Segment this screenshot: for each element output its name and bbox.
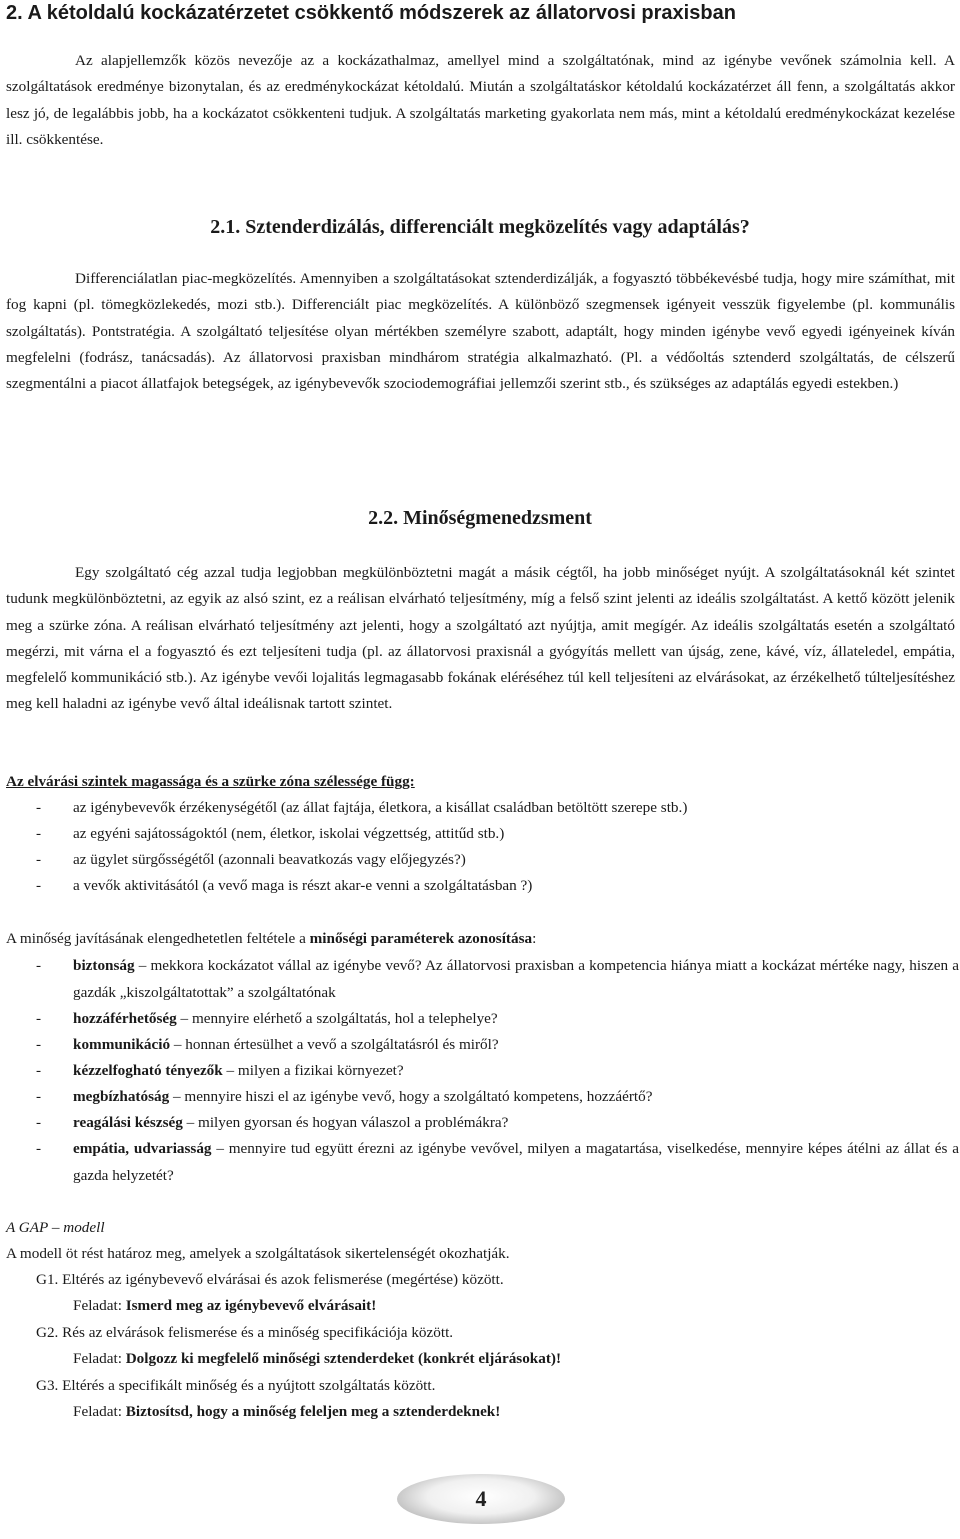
levels-heading: Az elvárási szintek magassága és a szürke zóna szélessége függ: <box>6 773 415 790</box>
list-dash: - <box>36 1088 42 1105</box>
gap-item: G1. Eltérés az igénybevevő elvárásai és azok felismerése (megértése) között. <box>36 1271 504 1288</box>
gap-title: A GAP – modell <box>6 1219 105 1236</box>
section-2-1-title: 2.1. Sztenderdizálás, differenciált megközelítés vagy adaptálás? <box>210 216 750 238</box>
list-dash: - <box>36 1140 42 1157</box>
gap-item: G3. Eltérés a specifikált minőség és a nyújtott szolgáltatás között. <box>36 1377 436 1394</box>
section-2-2-body: Egy szolgáltató cég azzal tudja legjobban megkülönböztetni magát a másik cégtől, ha jobb minőséget nyújt. A szolgáltatásoknál két szintet tudunk megkülönböztetni, az egyik az alsó szint, ez a reálisan elvárható teljesítmény, míg a felső szint jelenti az ideális szolgáltatást. A kettő között jelenik meg a szürke zóna. A reálisan elvárható teljesítmény azt jelenti, hogy a szolgáltató azt nyújtja, amit megígér. Az ideális szolgáltatás esetén a szolgáltató megérzi, mit várna el a fogyasztó és ezt teljesíteni tudja (pl. az állatorvosi praxisnál a gyógyítás mellett van újság, zene, kávé, víz, állateledel, empátia, megfelelő kommunikáció stb.). Az igénybe vevői lojalitás legmagasabb fokának eléréséhez túl kell teljesíteni az elvárásokat, az érzékelhető túlteljesítéshez meg kell haladni az igénybe vevő által ideálisnak tartott szintet. <box>6 564 955 713</box>
list-dash: - <box>36 799 42 816</box>
gap-task: Feladat: Dolgozz ki megfelelő minőségi sztenderdeket (konkrét eljárásokat)! <box>73 1350 562 1367</box>
list-dash: - <box>36 1036 42 1053</box>
gap-intro: A modell öt rést határoz meg, amelyek a szolgáltatások sikertelenségét okozhatják. <box>6 1245 510 1262</box>
levels-item: az igénybevevők érzékenységétől (az állat fajtája, életkora, a kisállat családban betöltött szerepe stb.) <box>73 799 688 816</box>
quality-item: empátia, udvariasság – mennyire tud együtt érezni az igénybe vevővel, milyen a magatartása, viselkedése, mennyire képes átélni az állat és a gazda helyzetét? <box>73 1140 959 1184</box>
intro-paragraph: Az alapjellemzők közös nevezője az a kockázathalmaz, amellyel mind a szolgáltatónak, mind az igénybe vevőnek számolnia kell. A szolgáltatások eredménye bizonytalan, és az eredménykockázat kétoldalú. Miután a szolgáltatáskor kétoldalú kockázatérzet áll fenn, a szolgáltatás akkor lesz jó, de legalábbis jobb, ha a kockázatot csökkenteni tudjuk. A szolgáltatás marketing gyakorlata nem más, mint a kétoldalú eredménykockázat kezelése ill. csökkentése. <box>6 52 955 148</box>
chapter-heading: 2. A kétoldalú kockázatérzetet csökkentő módszerek az állatorvosi praxisban <box>6 2 736 24</box>
levels-item: az egyéni sajátosságoktól (nem, életkor, iskolai végzettség, attitűd stb.) <box>73 825 505 842</box>
list-dash: - <box>36 877 42 894</box>
list-dash: - <box>36 1010 42 1027</box>
quality-item: biztonság – mekkora kockázatot vállal az igénybe vevő? Az állatorvosi praxisban a kompetencia hiánya miatt a kockázat mértéke nagy, hiszen a gazdák „kiszolgáltatottak” a szolgáltatónak <box>73 957 959 1001</box>
quality-intro: A minőség javításának elengedhetetlen feltétele a minőségi paraméterek azonosítása: <box>6 930 537 947</box>
gap-task: Feladat: Ismerd meg az igénybevevő elvárásait! <box>73 1297 377 1314</box>
quality-item: reagálási készség – milyen gyorsan és hogyan válaszol a problémákra? <box>73 1114 509 1131</box>
gap-task: Feladat: Biztosítsd, hogy a minőség feleljen meg a sztenderdeknek! <box>73 1403 501 1420</box>
section-2-2-title: 2.2. Minőségmenedzsment <box>368 507 592 529</box>
list-dash: - <box>36 825 42 842</box>
gap-item: G2. Rés az elvárások felismerése és a minőség specifikációja között. <box>36 1324 454 1341</box>
quality-item: kézzelfogható tényezők – milyen a fizikai környezet? <box>73 1062 404 1079</box>
list-dash: - <box>36 1114 42 1131</box>
list-dash: - <box>36 1062 42 1079</box>
quality-item: megbízhatóság – mennyire hiszi el az igénybe vevő, hogy a szolgáltató kompetens, hozzáértő? <box>73 1088 653 1105</box>
section-2-1-body: Differenciálatlan piac-megközelítés. Amennyiben a szolgáltatásokat sztenderdizálják, a fogyasztó többékevésbé tudja, hogy mire számíthat, mit fog kapni (pl. tömegközlekedés, mozi stb.). Differenciált piac megközelítés. A különböző szegmensek igényeit vesszük figyelembe (pl. kommunális szolgáltatás). Pontstratégia. A szolgáltató teljesítése olyan mértékben személyre szabott, adaptált, hogy minden igénybe vevő egyedi igényeinek kíván megfelelni (fodrász, tanácsadás). Az állatorvosi praxisban mindhárom stratégia alkalmazható. (Pl. a védőoltás sztenderd szolgáltatás, de célszerű szegmentálni a piacot állatfajok betegségek, az igénybevevők szociodemográfiai jellemzői szerint stb., és szükséges az adaptálás egyedi estekben.) <box>6 270 955 393</box>
quality-item: kommunikáció – honnan értesülhet a vevő a szolgáltatásról és miről? <box>73 1036 499 1053</box>
page-number: 4 <box>397 1474 565 1524</box>
levels-item: a vevők aktivitásától (a vevő maga is részt akar-e venni a szolgáltatásban ?) <box>73 877 533 894</box>
list-dash: - <box>36 957 42 974</box>
levels-item: az ügylet sürgősségétől (azonnali beavatkozás vagy előjegyzés?) <box>73 851 466 868</box>
quality-item: hozzáférhetőség – mennyire elérhető a szolgáltatás, hol a telephelye? <box>73 1010 498 1027</box>
list-dash: - <box>36 851 42 868</box>
